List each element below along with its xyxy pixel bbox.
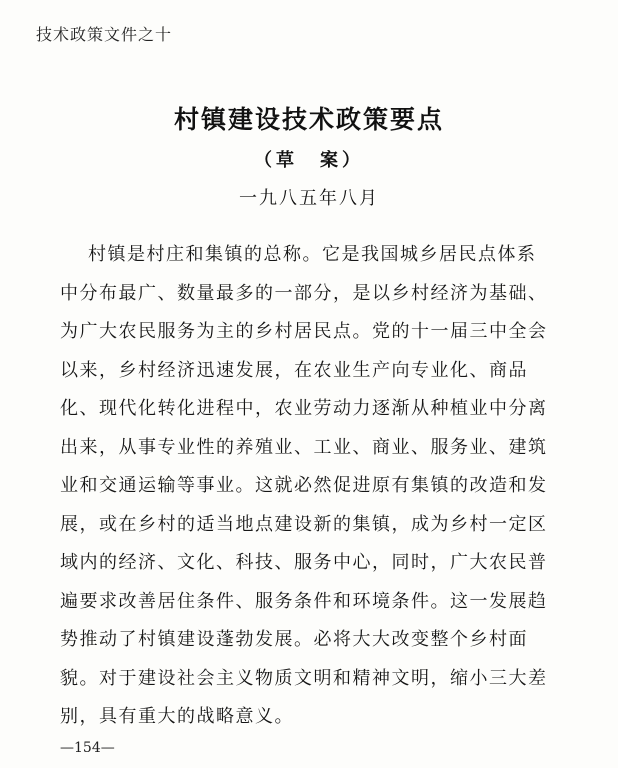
paragraph-line: 中分布最广、数量最多的一部分，是以乡村经济为基础、 [60, 282, 548, 304]
paragraph-line: 业和交通运输等事业。这就必然促进原有集镇的改造和发 [60, 475, 548, 496]
paragraph-line: 以来，乡村经济迅速发展，在农业生产向专业化、商品 [60, 359, 528, 381]
body-paragraph [60, 236, 580, 737]
document-title: 村镇建设技术政策要点 [173, 105, 444, 134]
paragraph-line: 化、现代化转化进程中，农业劳动力逐渐从种植业中分离 [60, 398, 548, 419]
paragraph-line: 遍要求改善居住条件、服务条件和环境条件。这一发展趋 [60, 590, 548, 612]
paragraph-line: 展，或在乡村的适当地点建设新的集镇，成为乡村一定区 [60, 513, 548, 535]
paragraph-line: 貌。对于建设社会主义物质文明和精神文明，缩小三大差 [60, 667, 548, 689]
document-date: 一九八五年八月 [239, 188, 379, 209]
document-subtitle: （草 案） [254, 150, 364, 171]
page-number: —154— [60, 740, 115, 756]
paragraph-line: 势推动了村镇建设蓬勃发展。必将大大改变整个乡村面 [60, 629, 528, 650]
paragraph-line: 域内的经济、文化、科技、服务中心，同时，广大农民普 [60, 552, 548, 573]
paragraph-line: 别，具有重大的战略意义。 [60, 706, 294, 727]
paragraph-line: 为广大农民服务为主的乡村居民点。党的十一届三中全会 [60, 321, 548, 342]
series-label: 技术政策文件之十 [36, 25, 173, 44]
paragraph-line: 出来，从事专业性的养殖业、工业、商业、服务业、建筑 [60, 436, 548, 458]
paragraph-line: 村镇是村庄和集镇的总称。它是我国城乡居民点体系 [88, 244, 537, 265]
